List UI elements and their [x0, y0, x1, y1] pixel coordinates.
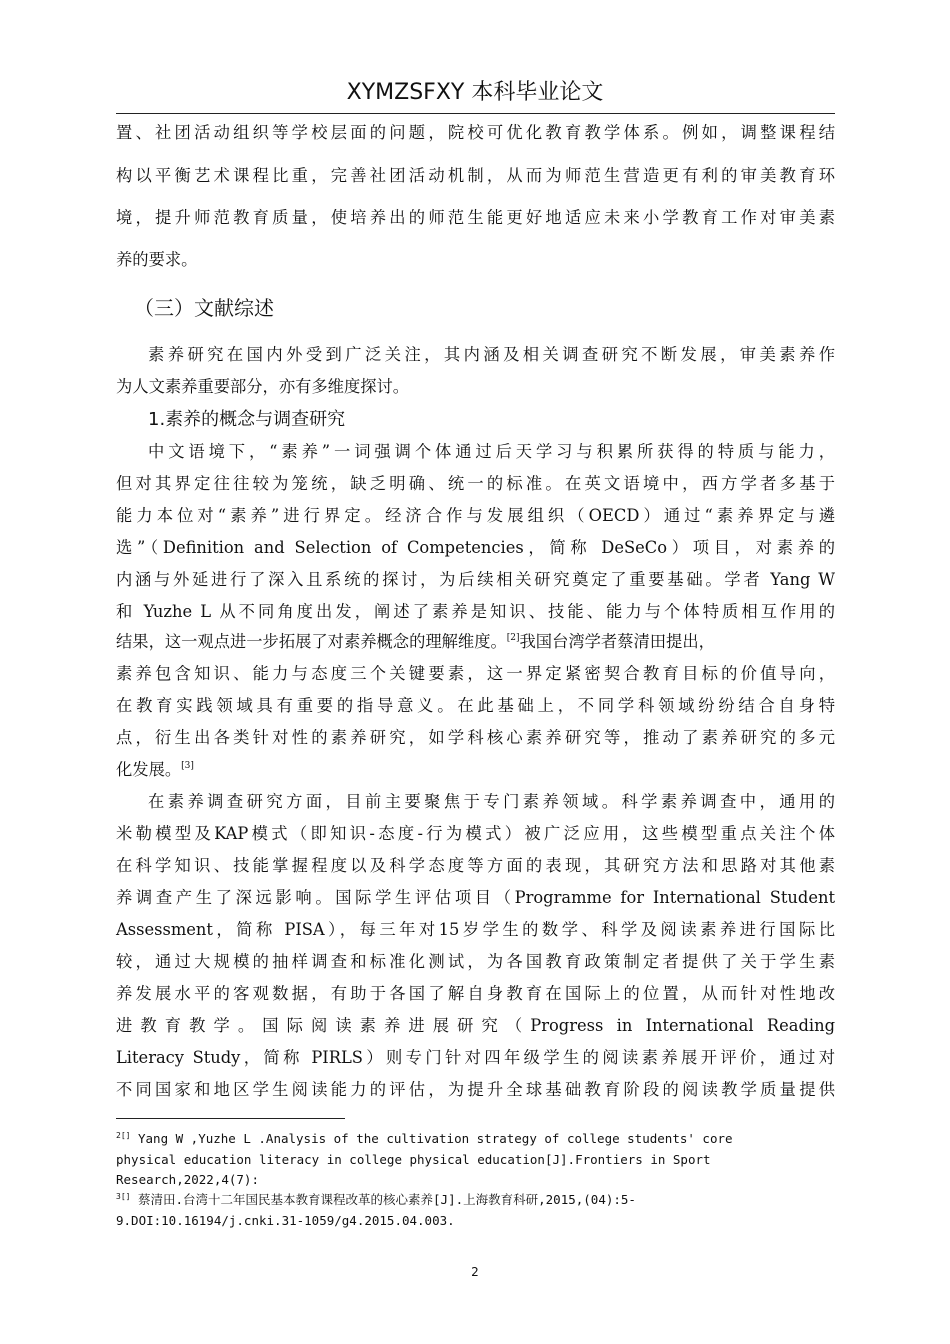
paragraph-line: 构以平衡艺术课程比重，完善社团活动机制，从而为师范生营造更有利的审美教育环 [116, 166, 835, 185]
paragraph-line: 但对其界定往往较为笼统，缺乏明确、统一的标准。在英文语境中，西方学者多基于 [116, 474, 835, 493]
paragraph-line: 境，提升师范教育质量，使培养出的师范生能更好地适应未来小学教育工作对审美素 [116, 208, 835, 227]
paragraph-line: 养的要求。 [116, 250, 198, 269]
paragraph-line: 素养研究在国内外受到广泛关注，其内涵及相关调查研究不断发展，审美素养作 [148, 345, 835, 364]
footnote-marker: 3 [116, 1192, 121, 1201]
paragraph-line: 养发展水平的客观数据，有助于各国了解自身教育在国际上的位置，从而针对性地改 [116, 984, 835, 1003]
section-heading: （三）文献综述 [134, 296, 274, 320]
paragraph-line: 中文语境下，“素养”一词强调个体通过后天学习与积累所获得的特质与能力， [148, 442, 835, 461]
paragraph-line: 在教育实践领域具有重要的指导意义。在此基础上，不同学科领域纷纷结合自身特 [116, 696, 835, 715]
header-divider [116, 113, 835, 114]
paragraph-line-with-citation [116, 630, 835, 654]
footnote-text: 蔡清田.台湾十二年国民基本教育课程改革的核心素养[J].上海教育科研,2015,(04):5- [130, 1192, 636, 1207]
paragraph-line: 较，通过大规模的抽样调查和标准化测试，为各国教育政策制定者提供了关于学生素 [116, 952, 835, 971]
paragraph-line: 内涵与外延进行了深入且系统的探讨，为后续相关研究奠定了重要基础。学者 Yang W [116, 570, 835, 589]
footnote-2-line [116, 1130, 835, 1148]
running-header-title: XYMZSFXY 本科毕业论文 [346, 80, 604, 105]
citation-marker: [3] [181, 761, 194, 771]
citation-marker: [2] [506, 633, 520, 643]
footnote-text: Yang W ,Yuzhe L .Analysis of the cultivation strategy of college students' core [130, 1131, 733, 1146]
paragraph-line: 为人文素养重要部分，亦有多维度探讨。 [116, 377, 410, 396]
page-number: 2 [471, 1265, 479, 1279]
paragraph-line: 在科学知识、技能掌握程度以及科学态度等方面的表现，其研究方法和思路对其他素 [116, 856, 835, 875]
footnote-separator [116, 1118, 345, 1119]
paragraph-line: 和 Yuzhe L 从不同角度出发，阐述了素养是知识、技能、能力与个体特质相互作用的 [116, 602, 835, 621]
footnote-marker-bracket: [] [120, 1192, 131, 1201]
footnote-3-line [116, 1191, 835, 1209]
paragraph-line: 米勒模型及KAP模式（即知识-态度-行为模式）被广泛应用，这些模型重点关注个体 [116, 824, 835, 843]
line-text: 我国台湾学者蔡清田提出， [519, 632, 715, 651]
paragraph-line: Assessment，简称 PISA），每三年对15岁学生的数学、科学及阅读素养进行国际比 [116, 920, 835, 939]
footnote-2-line: physical education literacy in college physical education[J].Frontiers in Sport [116, 1152, 711, 1167]
paragraph-line: 进教育教学。国际阅读素养进展研究（Progress in International Reading [116, 1016, 835, 1035]
paragraph-line: 不同国家和地区学生阅读能力的评估，为提升全球基础教育阶段的阅读教学质量提供 [116, 1080, 835, 1099]
paragraph-line: 素养包含知识、能力与态度三个关键要素，这一界定紧密契合教育目标的价值导向， [116, 664, 835, 683]
paragraph-line: 在素养调查研究方面，目前主要聚焦于专门素养领域。科学素养调查中，通用的 [148, 792, 835, 811]
paragraph-line: 养调查产生了深远影响。国际学生评估项目（Programme for International Student [116, 888, 835, 907]
footnote-marker-bracket: [] [120, 1131, 131, 1140]
line-text: 结果，这一观点进一步拓展了对素养概念的理解维度。 [116, 632, 507, 651]
paragraph-line: 点，衍生出各类针对性的素养研究，如学科核心素养研究等，推动了素养研究的多元 [116, 728, 835, 747]
subsection-heading: 1.素养的概念与调查研究 [148, 409, 346, 430]
paragraph-line: Literacy Study，简称 PIRLS）则专门针对四年级学生的阅读素养展开评价，通过对 [116, 1048, 835, 1067]
line-text: 化发展。 [116, 760, 182, 779]
paragraph-line: 能力本位对“素养”进行界定。经济合作与发展组织（OECD）通过“素养界定与遴 [116, 506, 835, 525]
paragraph-line: 选”（Definition and Selection of Competencies，简称 DeSeCo）项目，对素养的 [116, 538, 835, 557]
paragraph-line-with-citation [116, 758, 835, 782]
footnote-2-line: Research,2022,4(7): [116, 1172, 259, 1187]
footnote-3-line: 9.DOI:10.16194/j.cnki.31-1059/g4.2015.04.003. [116, 1213, 455, 1228]
paragraph-line: 置、社团活动组织等学校层面的问题，院校可优化教育教学体系。例如，调整课程结 [116, 123, 835, 142]
footnote-marker: 2 [116, 1131, 121, 1140]
